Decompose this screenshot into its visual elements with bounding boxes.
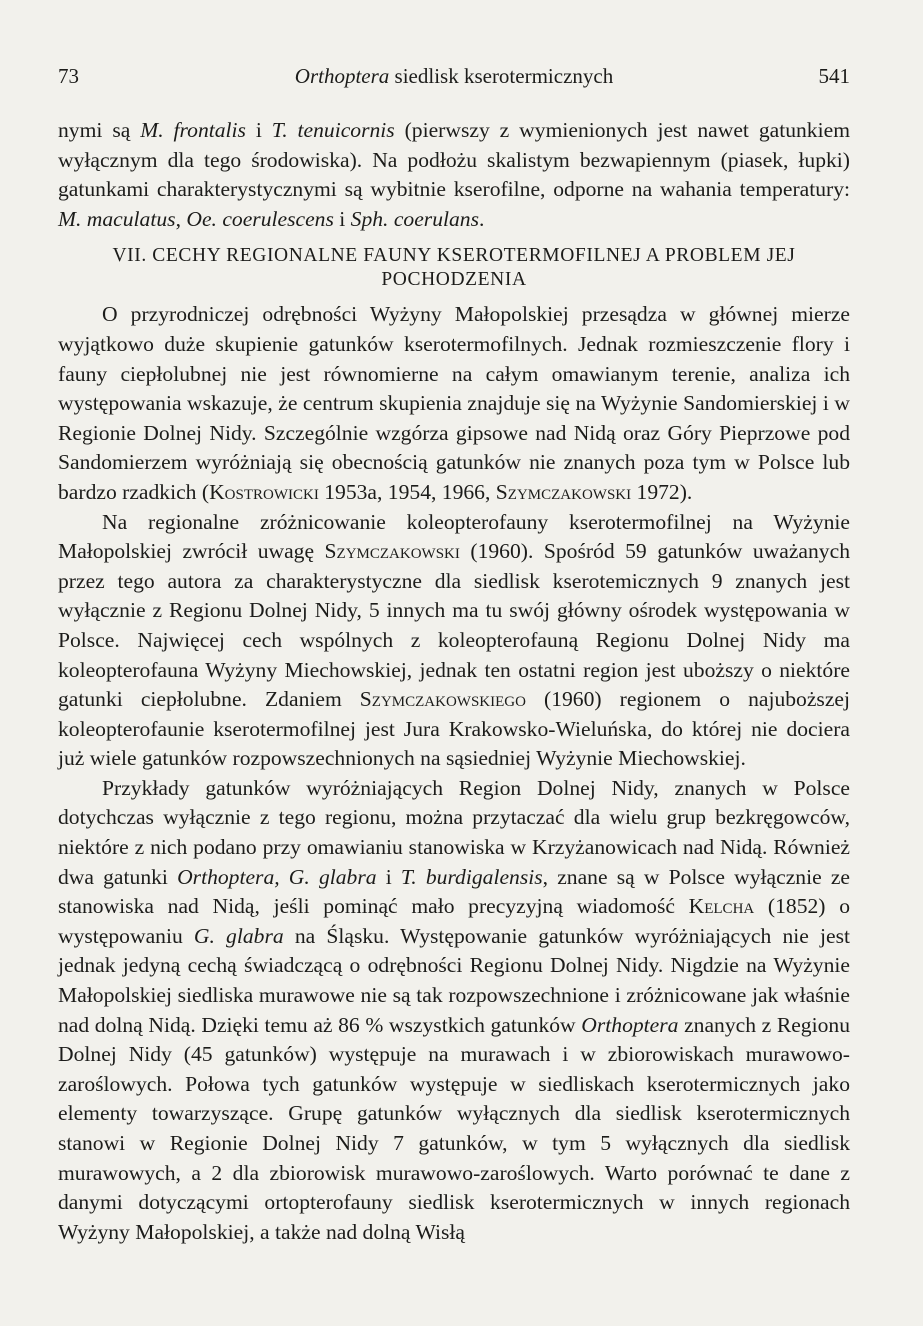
running-header xyxy=(58,64,850,90)
text-run: , xyxy=(175,206,187,231)
text-run: (1960). Spośród 59 gatunków uważanych przez tego autora za charakterystyczne dla siedlisk kserotemicznych 9 znanych jest wyłącznie z Regionu Dolnej Nidy, 5 innych ma tu swój główny ośrodek występowania w Polsce. Najwięcej cech wspólnych z koleopterofauną Regionu Dolnej Nidy ma koleopterofauna Wyżyny Miechowskiej, jednak ten ostatni region jest uboższy o niektóre gatunki ciepłolubne. Zdaniem xyxy=(58,539,850,712)
author-name: Kostrowicki xyxy=(209,479,319,504)
text-run: O przyrodniczej odrębności Wyżyny Małopolskiej przesądza w głównej mierze wyjątkowo duże skupienie gatunków kserotermofilnych. Jednak rozmieszczenie flory i fauny ciepłolubnej nie jest równomierne na całym omawianym terenie, analiza ich występowania wskazuje, że centrum skupienia znajduje się na Wyżynie Sandomierskiej i w Regionie Dolnej Nidy. Szczególnie wzgórza gipsowe nad Nidą oraz Góry Pieprzowe pod Sandomierzem wyróżniają się obecnością gatunków nie znanych poza tym w Polsce lub bardzo rzadkich ( xyxy=(58,302,850,504)
species-name: Orthoptera xyxy=(581,1012,679,1037)
paragraph xyxy=(58,300,850,507)
text-run: na Śląsku. Występowanie gatunków wyróżniających nie jest jednak jedyną cechą świadczącą o odrębności Regionu Dolnej Nidy. Nigdzie na Wyżynie Małopolskiej siedliska murawowe nie są tak rozpowszechnione i zróżnicowane jak właśnie nad dolną Nidą. Dzięki temu aż 86 % wszystkich gatunków xyxy=(58,923,850,1037)
text-run: 1972). xyxy=(631,479,693,504)
author-name: Szymczakowski xyxy=(324,539,460,564)
species-name: Oe. coerulescens xyxy=(186,206,334,231)
section-heading-line: VII. CECHY REGIONALNE FAUNY KSEROTERMOFILNEJ A PROBLEM JEJ xyxy=(112,245,796,267)
text-run: i xyxy=(245,118,272,142)
species-name: T. tenuicornis xyxy=(271,118,395,142)
text-run: . xyxy=(479,206,485,231)
text-run: (pierwszy z wymienionych jest nawet gatunkiem wyłącznym dla tego środowiska). Na podłożu skalistym bezwapiennym (piasek, łupki) gatunkami charakterystycznymi są wybitnie kserofilne, odporne na wahania temperatury: xyxy=(58,118,850,202)
section-heading-line: POCHODZENIA xyxy=(381,269,527,291)
paragraph xyxy=(58,508,850,774)
text-run: i xyxy=(333,206,351,231)
text-run: (1852) o występowaniu xyxy=(58,894,850,948)
running-title xyxy=(58,64,850,89)
body-text xyxy=(58,116,850,1247)
text-run: (1960) regionem o najuboższej koleopterofaunie kserotermofilnej jest Jura Krakowsko-Wieluńska, do której nie dociera już wiele gatunków rozpowszechnionych na sąsiedniej Wyżynie Miechowskiej. xyxy=(58,687,850,771)
section-heading xyxy=(58,244,850,292)
species-name: Sph. coerulans xyxy=(350,206,480,231)
running-title-taxon: Orthoptera xyxy=(294,64,390,88)
author-name: Kelcha xyxy=(688,894,755,919)
text-run: nymi są xyxy=(58,118,141,142)
paragraph xyxy=(58,774,850,1248)
text-run: , znane są w Polsce wyłącznie ze stanowiska nad Nidą, jeśli pominąć mało precyzyjną wiadomość xyxy=(58,864,851,919)
text-run: i xyxy=(376,864,401,889)
paragraph-continued xyxy=(58,116,850,234)
text-run: 1953a, 1954, 1966, xyxy=(318,479,496,504)
text-run: Na regionalne zróżnicowanie koleopterofauny kserotermofilnej na Wyżynie Małopolskiej zwrócił uwagę xyxy=(58,509,850,564)
page-number-right: 541 xyxy=(818,64,850,88)
species-name: T. burdigalensis xyxy=(400,864,543,889)
text-run: Przykłady gatunków wyróżniających Region Dolnej Nidy, znanych w Polsce dotychczas wyłącznie z tego regionu, można przytaczać dla wielu grup bezkręgowców, niektóre z nich podano przy omawianiu stanowiska w Krzyżanowicach nad Nidą. Również dwa gatunki xyxy=(58,775,850,889)
author-name: Szymczakowski xyxy=(495,479,632,504)
species-name: Orthoptera, G. glabra xyxy=(177,864,377,889)
page-number-left: 73 xyxy=(58,64,79,88)
species-name: M. frontalis xyxy=(140,118,246,142)
running-title-rest: siedlisk kserotermicznych xyxy=(389,64,614,88)
author-name: Szymczakowskiego xyxy=(359,687,526,712)
text-run: znanych z Regionu Dolnej Nidy (45 gatunków) występuje na murawach i w zbiorowiskach murawowo-zaroślowych. Połowa tych gatunków występuje w siedliskach kserotermicznych jako elementy towarzyszące. Grupę gatunków wyłącznych dla siedlisk kserotermicznych stanowi w Regionie Dolnej Nidy 7 gatunków, w tym 5 wyłącznych dla siedlisk murawowych, a 2 dla zbiorowisk murawowo-zaroślowych. Warto porównać te dane z danymi dotyczącymi ortopterofauny siedlisk kserotermicznych w innych regionach Wyżyny Małopolskiej, a także nad dolną Wisłą xyxy=(58,1012,850,1244)
species-name: M. maculatus xyxy=(58,206,176,231)
species-name: G. glabra xyxy=(193,923,284,948)
